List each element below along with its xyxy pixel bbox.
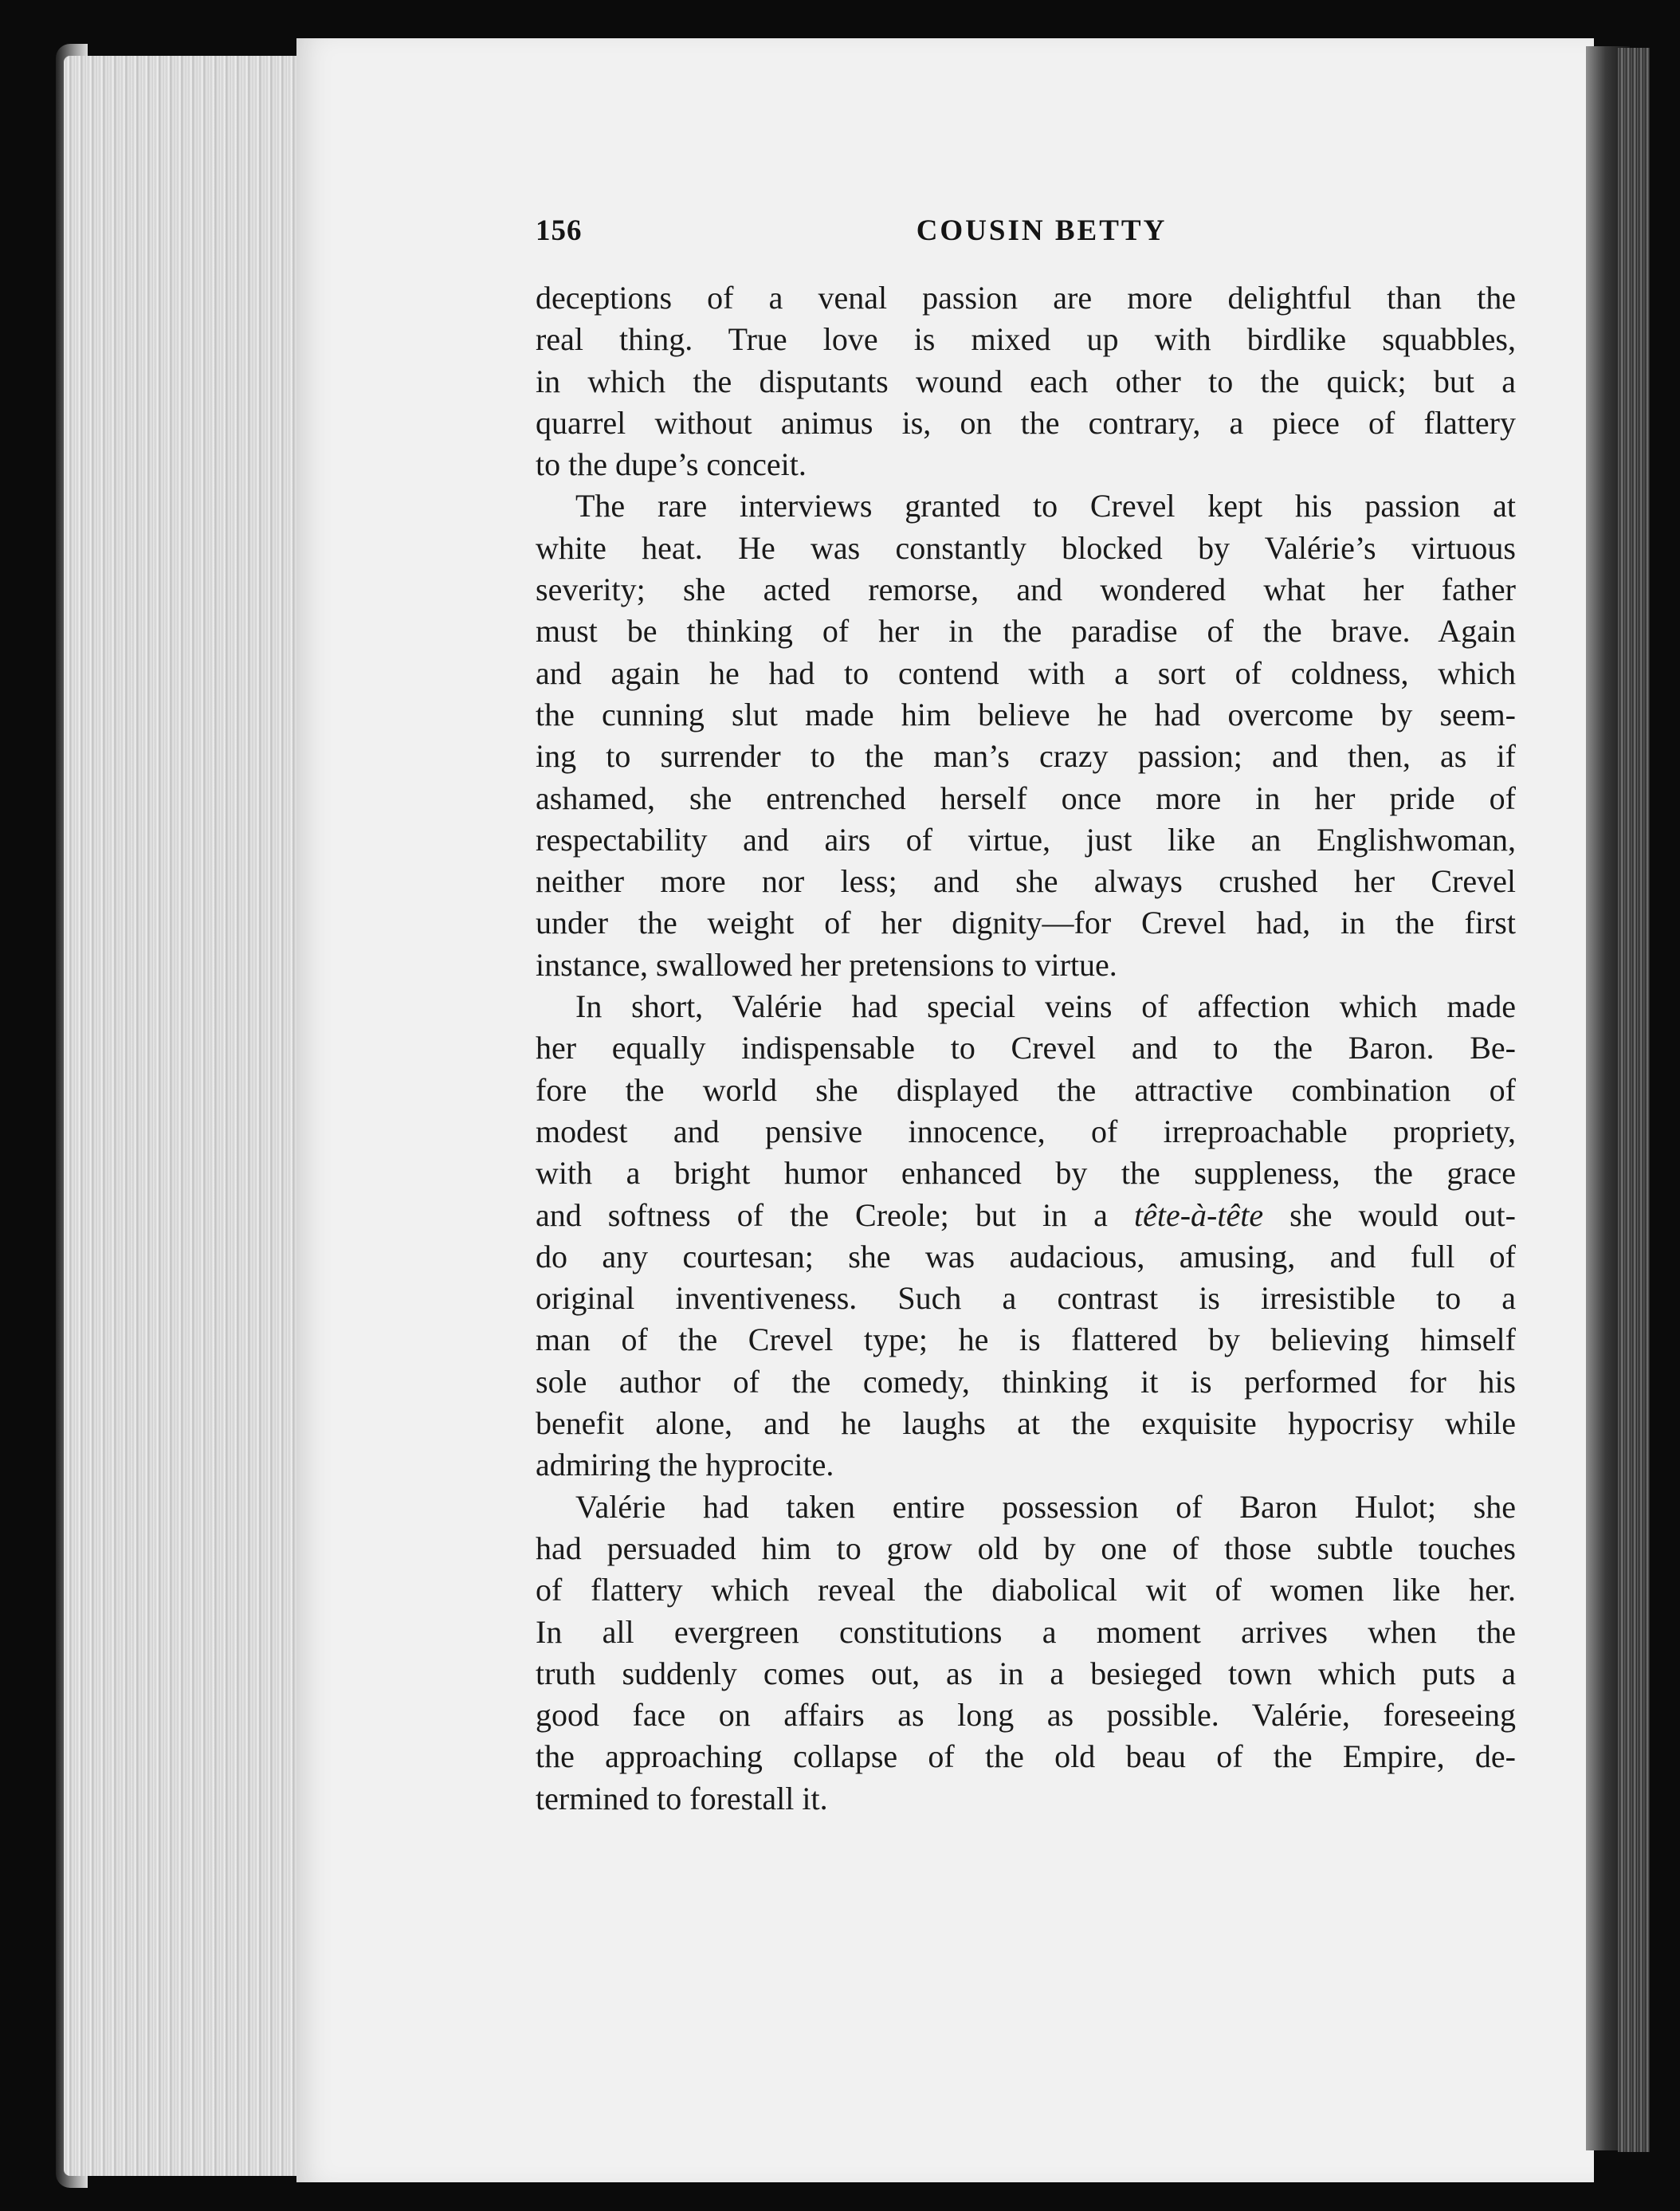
- text-line: admiring the hyprocite.: [536, 1447, 834, 1483]
- text-line: benefit alone, and he laughs at the exquisite hypocrisy while: [536, 1405, 1516, 1442]
- text-segment: and softness of the Creole; but in a: [536, 1196, 1134, 1233]
- text-line: and again he had to contend with a sort of coldness, which: [536, 654, 1516, 691]
- text-line: her equally indispensable to Crevel and to the Baron. Be-: [536, 1030, 1516, 1066]
- text-line: sole author of the comedy, thinking it is performed for his: [536, 1363, 1516, 1400]
- text-line: do any courtesan; she was audacious, amusing, and full of: [536, 1238, 1516, 1274]
- text-line: in which the disputants wound each other to the quick; but a: [536, 363, 1516, 399]
- text-line: fore the world she displayed the attractive combination of: [536, 1071, 1516, 1108]
- paragraph-start: In short, Valérie had special veins of affection which made: [575, 988, 1516, 1025]
- text-line: under the weight of her dignity—for Crevel had, in the first: [536, 905, 1516, 941]
- text-line: modest and pensive innocence, of irreproachable propriety,: [536, 1113, 1516, 1149]
- text-line: [536, 1195, 1516, 1236]
- running-head: [536, 214, 1516, 253]
- text-line: white heat. He was constantly blocked by Valérie’s virtuous: [536, 529, 1516, 566]
- body-text: [536, 277, 1516, 1820]
- text-line: with a bright humor enhanced by the suppleness, the grace: [536, 1155, 1516, 1192]
- text-line: neither more nor less; and she always crushed her Crevel: [536, 863, 1516, 900]
- book-title: COUSIN BETTY: [916, 214, 1168, 247]
- text-line: quarrel without animus is, on the contrary, a piece of flattery: [536, 404, 1516, 441]
- text-line: to the dupe’s conceit.: [536, 446, 807, 483]
- binding-edge: [1618, 48, 1650, 2152]
- text-segment: she would out-: [1263, 1196, 1516, 1233]
- text-line: termined to forestall it.: [536, 1780, 828, 1816]
- text-line: respectability and airs of virtue, just like an Englishwoman,: [536, 821, 1516, 858]
- paragraph-start: The rare interviews granted to Crevel kept his passion at: [575, 488, 1516, 524]
- text-line: deceptions of a venal passion are more delightful than the: [536, 280, 1516, 316]
- text-line: of flattery which reveal the diabolical wit of women like her.: [536, 1572, 1516, 1608]
- text-line: instance, swallowed her pretensions to virtue.: [536, 946, 1117, 983]
- text-line: man of the Crevel type; he is flattered by believing himself: [536, 1321, 1516, 1358]
- text-line: the approaching collapse of the old beau of the Empire, de-: [536, 1738, 1516, 1775]
- text-line: ashamed, she entrenched herself once more in her pride of: [536, 780, 1516, 816]
- text-line: severity; she acted remorse, and wondered what her father: [536, 571, 1516, 608]
- text-line: the cunning slut made him believe he had overcome by seem-: [536, 696, 1516, 732]
- text-line: In all evergreen constitutions a moment arrives when the: [536, 1613, 1516, 1650]
- text-line: truth suddenly comes out, as in a besieged town which puts a: [536, 1655, 1516, 1691]
- page-edge-stack: [64, 56, 303, 2176]
- text-line: must be thinking of her in the paradise of the brave. Again: [536, 613, 1516, 650]
- text-line: good face on affairs as long as possible. Valérie, foreseeing: [536, 1697, 1516, 1734]
- text-line: had persuaded him to grow old by one of those subtle touches: [536, 1530, 1516, 1566]
- page-number: 156: [536, 214, 583, 247]
- italic-phrase: tête-à-tête: [1133, 1196, 1264, 1233]
- text-line: real thing. True love is mixed up with birdlike squabbles,: [536, 321, 1516, 358]
- text-line: ing to surrender to the man’s crazy passion; and then, as if: [536, 738, 1516, 775]
- paragraph-start: Valérie had taken entire possession of Baron Hulot; she: [575, 1488, 1516, 1525]
- text-line: original inventiveness. Such a contrast is irresistible to a: [536, 1280, 1516, 1317]
